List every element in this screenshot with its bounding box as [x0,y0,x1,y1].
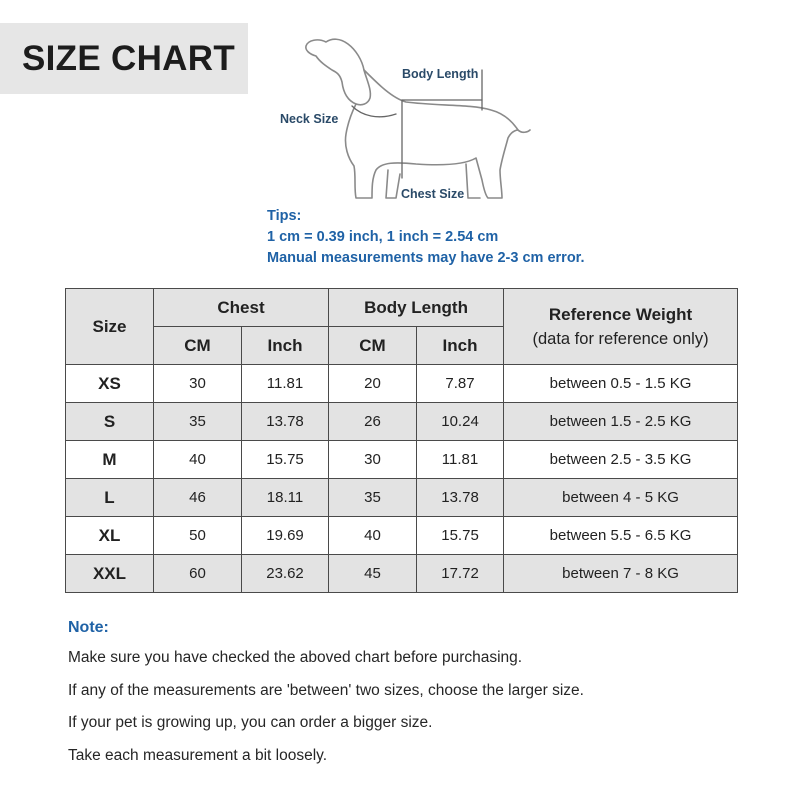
size-cell: XXL [66,555,154,593]
page-title: SIZE CHART [22,38,235,78]
tips-error: Manual measurements may have 2-3 cm error. [267,250,585,266]
size-cell: L [66,479,154,517]
chest-header: Chest [154,289,329,327]
note-heading: Note: [68,619,109,636]
size-cell: S [66,403,154,441]
length-cm-cell: 30 [329,441,417,479]
reference-weight-title: Reference Weight [548,304,693,324]
chest-cm-cell: 40 [154,441,242,479]
length-inch-cell: 7.87 [417,365,504,403]
size-header: Size [66,289,154,365]
weight-cell: between 0.5 - 1.5 KG [504,365,738,403]
length-inch-header: Inch [417,327,504,365]
weight-cell: between 7 - 8 KG [504,555,738,593]
table-row [66,365,738,403]
title-banner [0,23,248,94]
tips-conversion: 1 cm = 0.39 inch, 1 inch = 2.54 cm [267,229,499,245]
weight-cell: between 4 - 5 KG [504,479,738,517]
neck-size-label: Neck Size [280,112,339,126]
size-table [65,288,738,593]
length-cm-cell: 35 [329,479,417,517]
note-line: Take each measurement a bit loosely. [68,746,328,764]
length-cm-cell: 20 [329,365,417,403]
chest-inch-cell: 18.11 [242,479,329,517]
chest-inch-header: Inch [242,327,329,365]
length-cm-cell: 40 [329,517,417,555]
length-inch-cell: 10.24 [417,403,504,441]
reference-weight-subtitle: (data for reference only) [532,329,709,348]
chest-cm-cell: 30 [154,365,242,403]
chest-inch-cell: 15.75 [242,441,329,479]
notes-section [68,619,584,776]
table-row [66,517,738,555]
chest-inch-cell: 13.78 [242,403,329,441]
size-cell: XL [66,517,154,555]
tips-heading: Tips: [267,208,302,224]
chest-cm-cell: 46 [154,479,242,517]
reference-weight-header [504,289,738,365]
body-length-label: Body Length [402,67,479,81]
chest-inch-cell: 11.81 [242,365,329,403]
length-cm-header: CM [329,327,417,365]
chest-cm-cell: 50 [154,517,242,555]
chest-inch-cell: 19.69 [242,517,329,555]
length-inch-cell: 17.72 [417,555,504,593]
body-length-header: Body Length [329,289,504,327]
length-cm-cell: 45 [329,555,417,593]
weight-cell: between 1.5 - 2.5 KG [504,403,738,441]
length-inch-cell: 13.78 [417,479,504,517]
chest-cm-cell: 60 [154,555,242,593]
chest-cm-header: CM [154,327,242,365]
size-cell: M [66,441,154,479]
length-cm-cell: 26 [329,403,417,441]
size-cell: XS [66,365,154,403]
weight-cell: between 2.5 - 3.5 KG [504,441,738,479]
table-row [66,441,738,479]
note-line: If any of the measurements are 'between' two sizes, choose the larger size. [68,681,584,699]
weight-cell: between 5.5 - 6.5 KG [504,517,738,555]
length-inch-cell: 15.75 [417,517,504,555]
table-row [66,479,738,517]
chest-size-label: Chest Size [401,187,465,201]
chest-inch-cell: 23.62 [242,555,329,593]
length-inch-cell: 11.81 [417,441,504,479]
table-row [66,555,738,593]
note-line: If your pet is growing up, you can order a bigger size. [68,714,433,731]
table-row [66,403,738,441]
note-line: Make sure you have checked the aboved chart before purchasing. [68,649,523,666]
tips-block [267,206,585,269]
chest-cm-cell: 35 [154,403,242,441]
